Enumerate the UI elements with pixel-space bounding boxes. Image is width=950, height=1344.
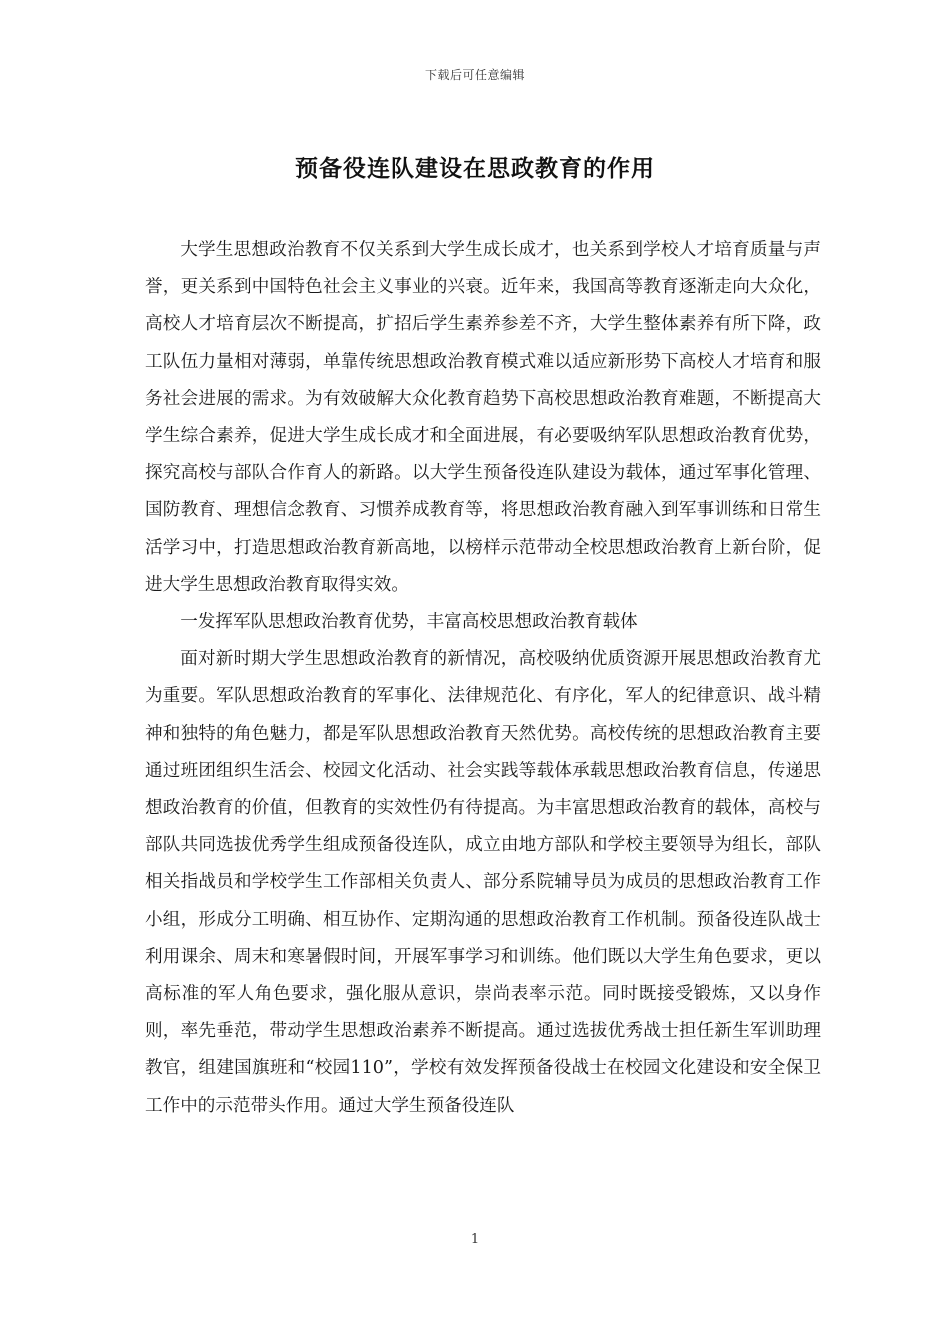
document-title: 预备役连队建设在思政教育的作用 bbox=[295, 156, 655, 182]
document-body bbox=[145, 232, 821, 1125]
paragraph-section-one: 面对新时期大学生思想政治教育的新情况，高校吸纳优质资源开展思想政治教育尤为重要。军队思想政治教育的军事化、法律规范化、有序化，军人的纪律意识、战斗精神和独特的角色魅力，都是军队思想政治教育天然优势。高校传统的思想政治教育主要通过班团组织生活会、校园文化活动、社会实践等载体承载思想政治教育信息，传递思想政治教育的价值，但教育的实效性仍有待提高。为丰富思想政治教育的载体，高校与部队共同选拔优秀学生组成预备役连队，成立由地方部队和学校主要领导为组长，部队相关指战员和学校学生工作部相关负责人、部分系院辅导员为成员的思想政治教育工作小组，形成分工明确、相互协作、定期沟通的思想政治教育工作机制。预备役连队战士利用课余、周末和寒暑假时间，开展军事学习和训练。他们既以大学生角色要求，更以高标准的军人角色要求，强化服从意识，崇尚表率示范。同时既接受锻炼，又以身作则，率先垂范，带动学生思想政治素养不断提高。通过选拔优秀战士担任新生军训助理教官，组建国旗班和“校园110”，学校有效发挥预备役战士在校园文化建设和安全保卫工作中的示范带头作用。通过大学生预备役连队 bbox=[145, 649, 821, 1116]
page-number: 1 bbox=[470, 1232, 480, 1247]
section-heading: 一发挥军队思想政治教育优势，丰富高校思想政治教育载体 bbox=[180, 612, 638, 633]
paragraph-intro: 大学生思想政治教育不仅关系到大学生成长成才，也关系到学校人才培育质量与声誉，更关系到中国特色社会主义事业的兴衰。近年来，我国高等教育逐渐走向大众化，高校人才培育层次不断提高，扩招后学生素养参差不齐，大学生整体素养有所下降，政工队伍力量相对薄弱，单靠传统思想政治教育模式难以适应新形势下高校人才培育和服务社会进展的需求。为有效破解大众化教育趋势下高校思想政治教育难题，不断提高大学生综合素养，促进大学生成长成才和全面进展，有必要吸纳军队思想政治教育优势，探究高校与部队合作育人的新路。以大学生预备役连队建设为载体，通过军事化管理、国防教育、理想信念教育、习惯养成教育等，将思想政治教育融入到军事训练和日常生活学习中，打造思想政治教育新高地，以榜样示范带动全校思想政治教育上新台阶，促进大学生思想政治教育取得实效。 bbox=[145, 240, 821, 595]
header-note: 下载后可任意编辑 bbox=[424, 68, 525, 82]
